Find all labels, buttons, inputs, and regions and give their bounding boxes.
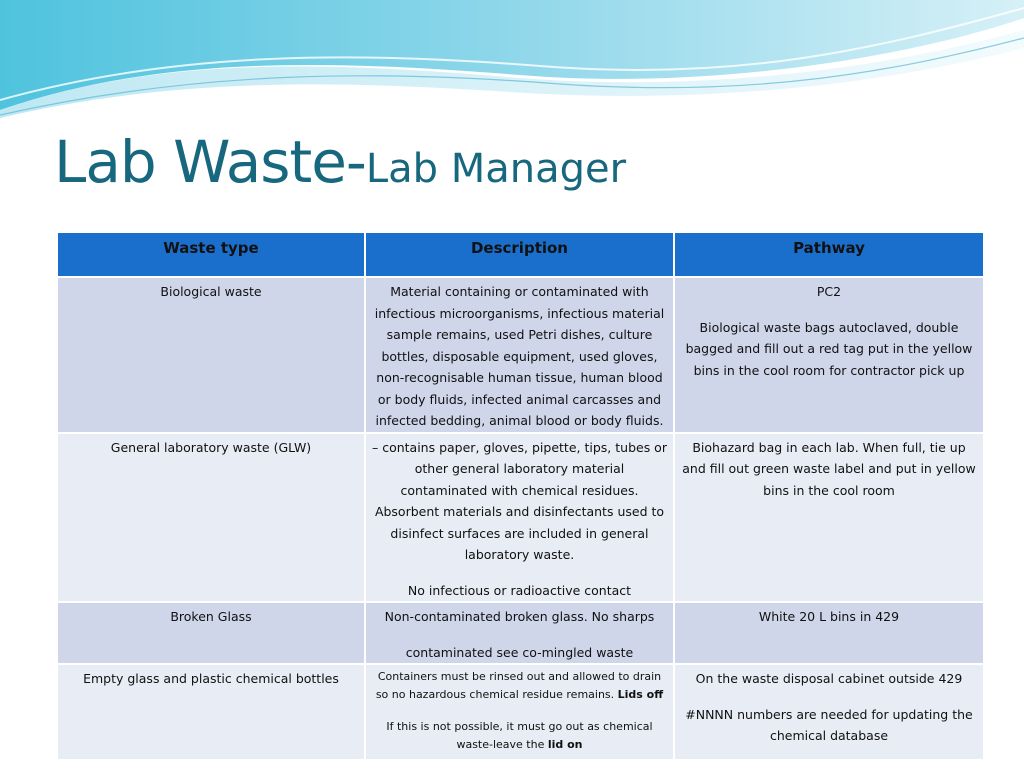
cell-pathway	[674, 664, 984, 760]
header-description: Description	[365, 232, 674, 277]
table-header-row	[57, 232, 984, 277]
description-line: contaminated see co-mingled waste	[405, 644, 634, 660]
description-line: Containers must be rinsed out and allowed to drain so no hazardous chemical residue remains. Lids off	[375, 670, 664, 701]
pathway-line: On the waste disposal cabinet outside 429	[695, 671, 963, 686]
title-main: Lab Waste-	[54, 128, 366, 196]
header-waste-type: Waste type	[57, 232, 365, 277]
description-line: If this is not possible, it must go out as chemical waste-leave the lid on	[386, 720, 653, 751]
table-row	[57, 433, 984, 603]
cell-waste-type: Empty glass and plastic chemical bottles	[57, 664, 365, 760]
description-line: Non-contaminated broken glass. No sharps	[384, 609, 655, 624]
table-row	[57, 664, 984, 760]
cell-description	[365, 433, 674, 603]
cell-pathway: Biohazard bag in each lab. When full, tie up and fill out green waste label and put in yellow bins in the cool room	[674, 433, 984, 603]
description-line: No infectious or radioactive contact	[407, 582, 632, 598]
emphasis-text: Lids off	[617, 688, 664, 701]
table-row	[57, 277, 984, 433]
waste-table	[56, 231, 985, 761]
cell-waste-type: General laboratory waste (GLW)	[57, 433, 365, 603]
slide-title	[54, 128, 626, 196]
table-row	[57, 602, 984, 664]
cell-description	[365, 602, 674, 664]
pathway-line: Biological waste bags autoclaved, double bagged and fill out a red tag put in the yellow bins in the cool room for contractor pick up	[685, 319, 973, 378]
cell-waste-type: Broken Glass	[57, 602, 365, 664]
header-pathway: Pathway	[674, 232, 984, 277]
pathway-line: #NNNN numbers are needed for updating the chemical database	[685, 706, 973, 743]
cell-description	[365, 664, 674, 760]
decorative-wave-banner	[0, 0, 1024, 130]
cell-pathway: White 20 L bins in 429	[674, 602, 984, 664]
cell-pathway	[674, 277, 984, 433]
pathway-line: PC2	[816, 284, 842, 299]
description-line: – contains paper, gloves, pipette, tips, tubes or other general laboratory material contaminated with chemical residues. Absorbent materials and disinfectants used to disinfect surfaces are included in general laboratory waste.	[371, 439, 667, 562]
title-sub: Lab Manager	[365, 146, 627, 192]
emphasis-text: lid on	[547, 738, 583, 751]
cell-waste-type: Biological waste	[57, 277, 365, 433]
cell-description: Material containing or contaminated with infectious microorganisms, infectious material sample remains, used Petri dishes, culture bottles, disposable equipment, used gloves, non-recognisable human tissue, human blood or body fluids, infected animal carcasses and infected bedding, animal blood or body fluids.	[365, 277, 674, 433]
